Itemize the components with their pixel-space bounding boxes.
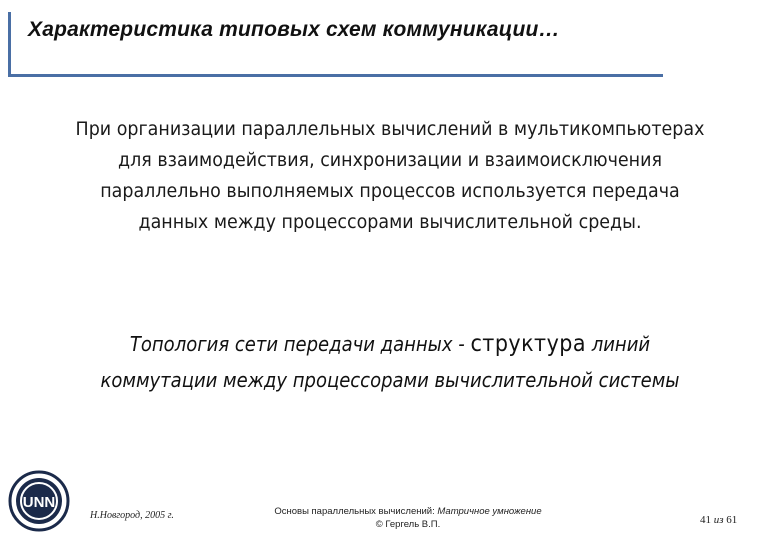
footer-course-topic: Матричное умножение [437,506,542,517]
page-number [700,514,737,526]
paragraph-line: параллельно выполняемых процессов используется передача [100,180,680,202]
footer-author: © Гергель В.П. [375,519,441,530]
paragraph-line: для взаимодействия, синхронизации и взаимоисключения [118,149,662,171]
page-separator: из [713,514,724,526]
unn-logo-icon [8,470,70,532]
footer-course [258,505,558,531]
paragraph-line: При организации параллельных вычислений в мультикомпьютерах [75,118,705,140]
paragraph-line: данных между процессорами вычислительной среды. [138,211,642,233]
definition-emphasis: структура [470,331,587,357]
definition-rest: линий [586,332,651,356]
topology-definition [39,326,741,398]
footer-place-date: Н.Новгород, 2005 г. [90,510,174,521]
footer-course-line [258,505,558,518]
footer-course-prefix: Основы параллельных вычислений: [274,506,438,517]
definition-line-1 [39,326,741,362]
logo-text: UNN [22,494,56,511]
page-total: 61 [726,514,738,526]
definition-term: Топология сети передачи данных - [129,332,471,356]
slide-title: Характеристика типовых схем коммуникации… [28,18,560,41]
page-current: 41 [700,514,711,526]
definition-line-2: коммутации между процессорами вычислительной системы [100,368,680,392]
intro-paragraph [31,114,749,238]
